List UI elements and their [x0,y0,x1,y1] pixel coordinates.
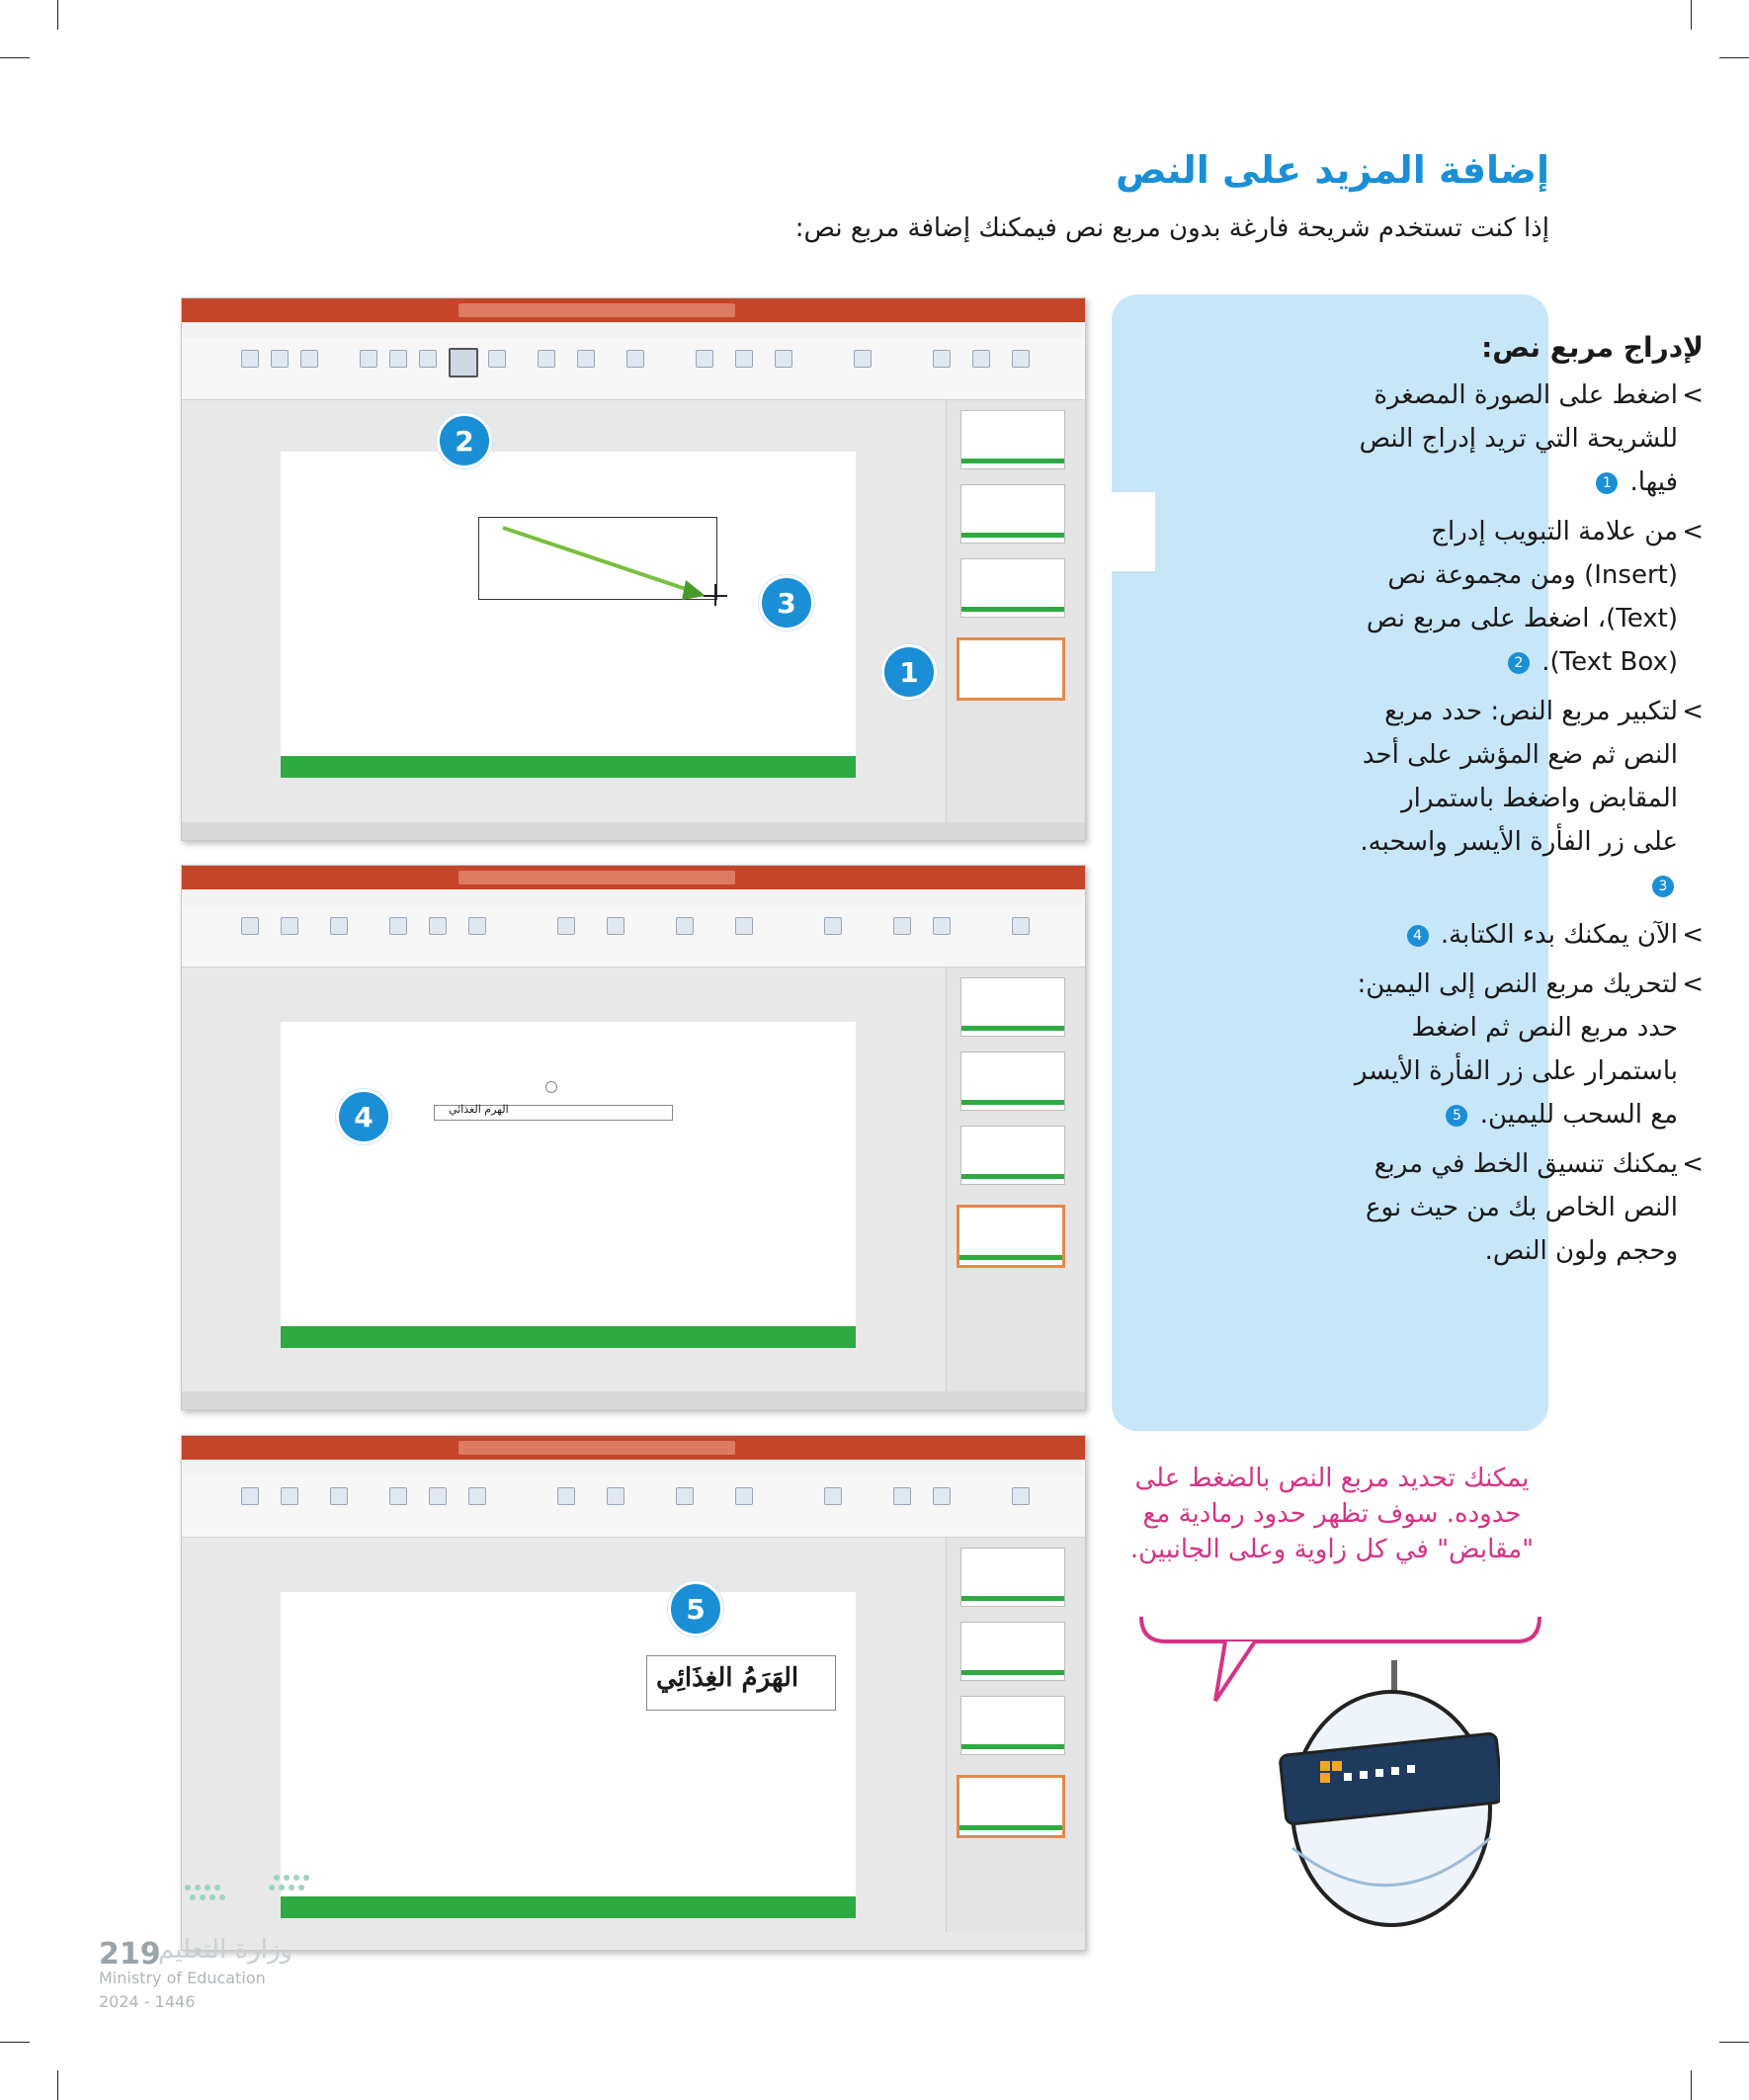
ppt-title-bar [182,866,1085,889]
crop-mark [1691,0,1692,30]
typed-text: الهرم الغذائي [449,1103,509,1116]
slide-thumbnail-selected[interactable] [957,1205,1065,1268]
slide-thumbnail[interactable] [960,1126,1065,1185]
ppt-ribbon [182,1475,1085,1538]
slide-thumbnails-pane [946,400,1085,822]
step-item: > لتكبير مربع النص: حدد مربع النص ثم ضع المؤشر على أحد المقابض واضغط باستمرار على زر الفأرة الأيسر واسحبه. 3 [1353,690,1704,907]
slide-thumbnail[interactable] [960,1051,1065,1111]
edition-year: 2024 - 1446 [99,1992,196,2011]
ppt-ribbon-tabs [182,889,1085,905]
step-badge-1: 1 [881,644,937,700]
slide-thumbnails-pane [946,1538,1085,1932]
crop-mark [0,2042,30,2043]
slide-footer-bar [281,1326,856,1348]
step-item: > الآن يمكنك بدء الكتابة. 4 [1353,913,1704,957]
ministry-name-en: Ministry of Education [99,1969,266,1987]
screenshot-typing [181,865,1086,1410]
slide-footer-bar [281,756,856,778]
ppt-search-bar [458,1441,735,1455]
ppt-ribbon-tabs [182,1460,1085,1475]
crop-mark [1719,2042,1749,2043]
drag-arrow-icon [498,523,735,606]
ppt-status-bar [182,822,1085,840]
screenshot-insert-textbox [181,297,1086,841]
slide-canvas [281,1592,856,1918]
ministry-logo-icon [178,1858,356,1917]
slide-thumbnail[interactable] [960,1548,1065,1607]
page-intro: إذا كنت تستخدم شريحة فارغة بدون مربع نص فيمكنك إضافة مربع نص: [794,213,1549,243]
instructions-heading: لإدراج مربع نص: [1481,331,1704,364]
text-box-icon [449,348,478,378]
crop-mark [1719,57,1749,58]
step-item: > من علامة التبويب إدراج (Insert) ومن مجموعة نص (Text)، اضغط على مربع نص (Text Box). 2 [1353,510,1704,684]
typed-text-large: الهَرَمُ الغِذَائِي [656,1663,799,1693]
slide-canvas [281,1022,856,1348]
slide-footer-bar [281,1896,856,1918]
step-badge-5: 5 [668,1581,723,1637]
ppt-ribbon-tabs [182,322,1085,338]
ppt-ribbon [182,338,1085,400]
page-title: إضافة المزيد على النص [1116,148,1549,192]
ministry-name-ar: وزارة التعليم [158,1935,293,1965]
step-badge-4: 4 [336,1089,391,1144]
crop-mark [57,0,58,30]
ppt-status-bar [182,1391,1085,1409]
slide-thumbnail[interactable] [960,1696,1065,1755]
slide-thumbnail[interactable] [960,977,1065,1037]
rotate-handle [545,1081,557,1093]
page-number: 219 [99,1937,161,1972]
step-item: > اضغط على الصورة المصغرة للشريحة التي تريد إدراج النص فيها. 1 [1353,374,1704,504]
crop-mark [0,57,30,58]
instructions-list [1353,326,1704,1279]
crop-mark [1691,2070,1692,2100]
ppt-ribbon [182,905,1085,967]
slide-thumbnail[interactable] [960,484,1065,544]
slide-thumbnail[interactable] [960,410,1065,469]
robot-mascot-icon [1253,1650,1500,1947]
ppt-search-bar [458,871,735,884]
slide-thumbnail-selected[interactable] [957,637,1065,701]
step-badge-2: 2 [437,413,492,468]
crop-mark [57,2070,58,2100]
ppt-title-bar [182,1436,1085,1460]
slide-thumbnail[interactable] [960,1622,1065,1681]
slide-thumbnails-pane [946,967,1085,1391]
slide-thumbnail[interactable] [960,558,1065,618]
step-item: > لتحريك مربع النص إلى اليمين: حدد مربع النص ثم اضغط باستمرار على زر الفأرة الأيسر مع السحب لليمين. 5 [1353,963,1704,1136]
step-badge-3: 3 [759,575,814,630]
step-item: > يمكنك تنسيق الخط في مربع النص الخاص بك من حيث نوع وحجم ولون النص. [1353,1142,1704,1273]
ppt-search-bar [458,303,735,317]
slide-thumbnail-selected[interactable] [957,1775,1065,1838]
tip-text: يمكنك تحديد مربع النص بالضغط على حدوده. سوف تظهر حدود رمادية مع "مقابض" في كل زاوية وعلى الجانبين. [1129,1464,1535,1564]
ppt-title-bar [182,298,1085,322]
